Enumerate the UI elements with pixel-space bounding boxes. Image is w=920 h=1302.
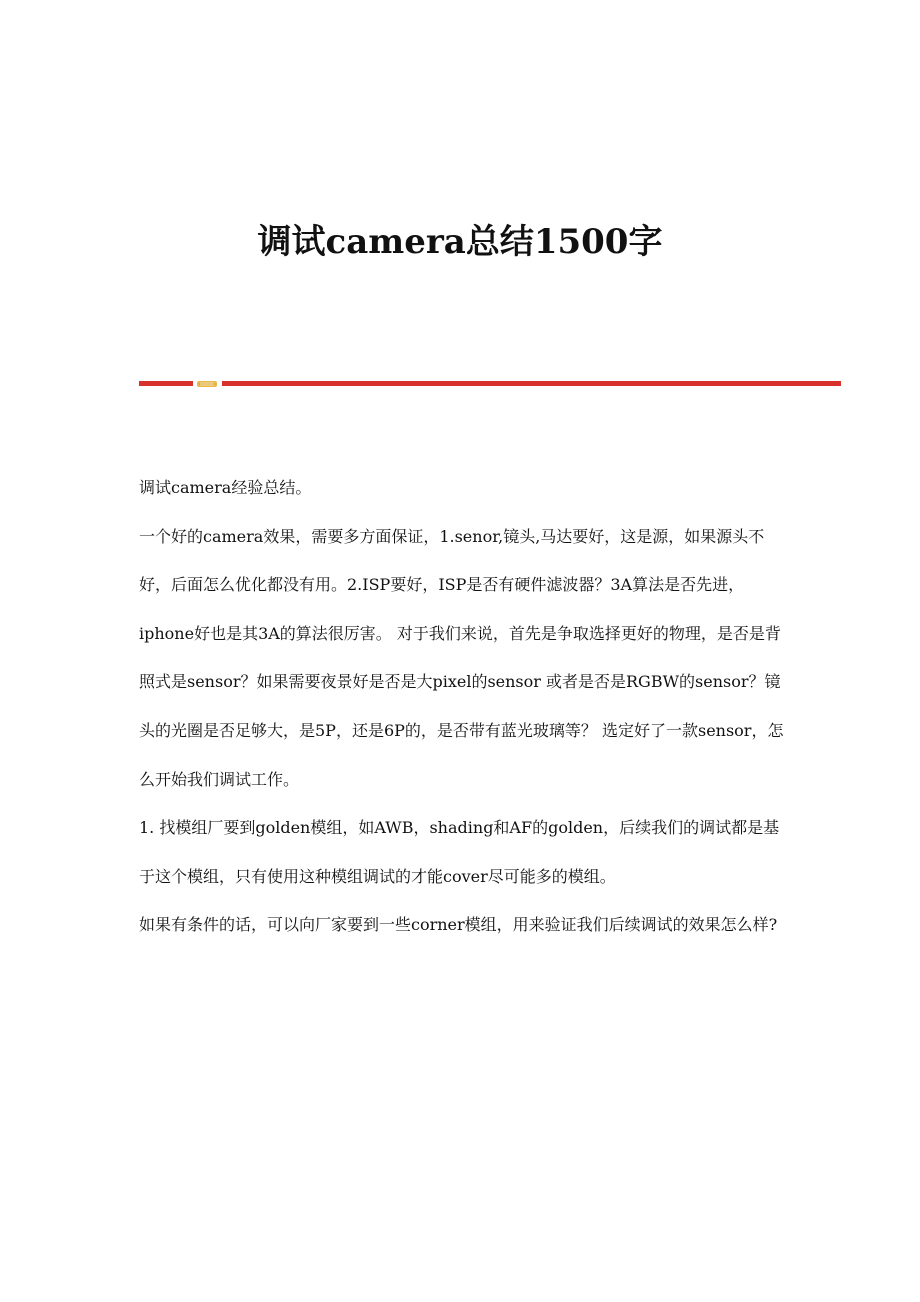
paragraph-step-1: 1. 找模组厂要到golden模组，如AWB，shading和AF的golden，后续我们的调试都是基于这个模组，只有使用这种模组调试的才能cover尽可能多的模组。	[139, 818, 780, 886]
divider-left-bar	[139, 381, 193, 386]
page-title: 调试camera总结1500字	[257, 222, 663, 262]
divider-ornament-icon	[197, 380, 217, 388]
paragraph-overview: 一个好的camera效果，需要多方面保证，1.senor,镜头,马达要好，这是源，如果源头不好，后面怎么优化都没有用。2.ISP要好，ISP是否有硬件滤波器？3A算法是否先进，iphone好也是其3A的算法很厉害。 对于我们来说，首先是争取选择更好的物理，是否是背照式是sensor？如果需要夜景好是否是大pixel的sensor 或者是否是RGBW的sensor？镜头的光圈是否足够大，是5P，还是6P的，是否带有蓝光玻璃等？ 选定好了一款sensor，怎么开始我们调试工作。	[139, 526, 784, 789]
paragraph-intro: 调试camera经验总结。	[139, 478, 312, 497]
document-body	[139, 464, 784, 950]
title-divider	[139, 379, 841, 389]
paragraph-corner-modules: 如果有条件的话，可以向厂家要到一些corner模组，用来验证我们后续调试的效果怎么样?	[139, 915, 778, 935]
divider-right-bar	[222, 381, 841, 386]
